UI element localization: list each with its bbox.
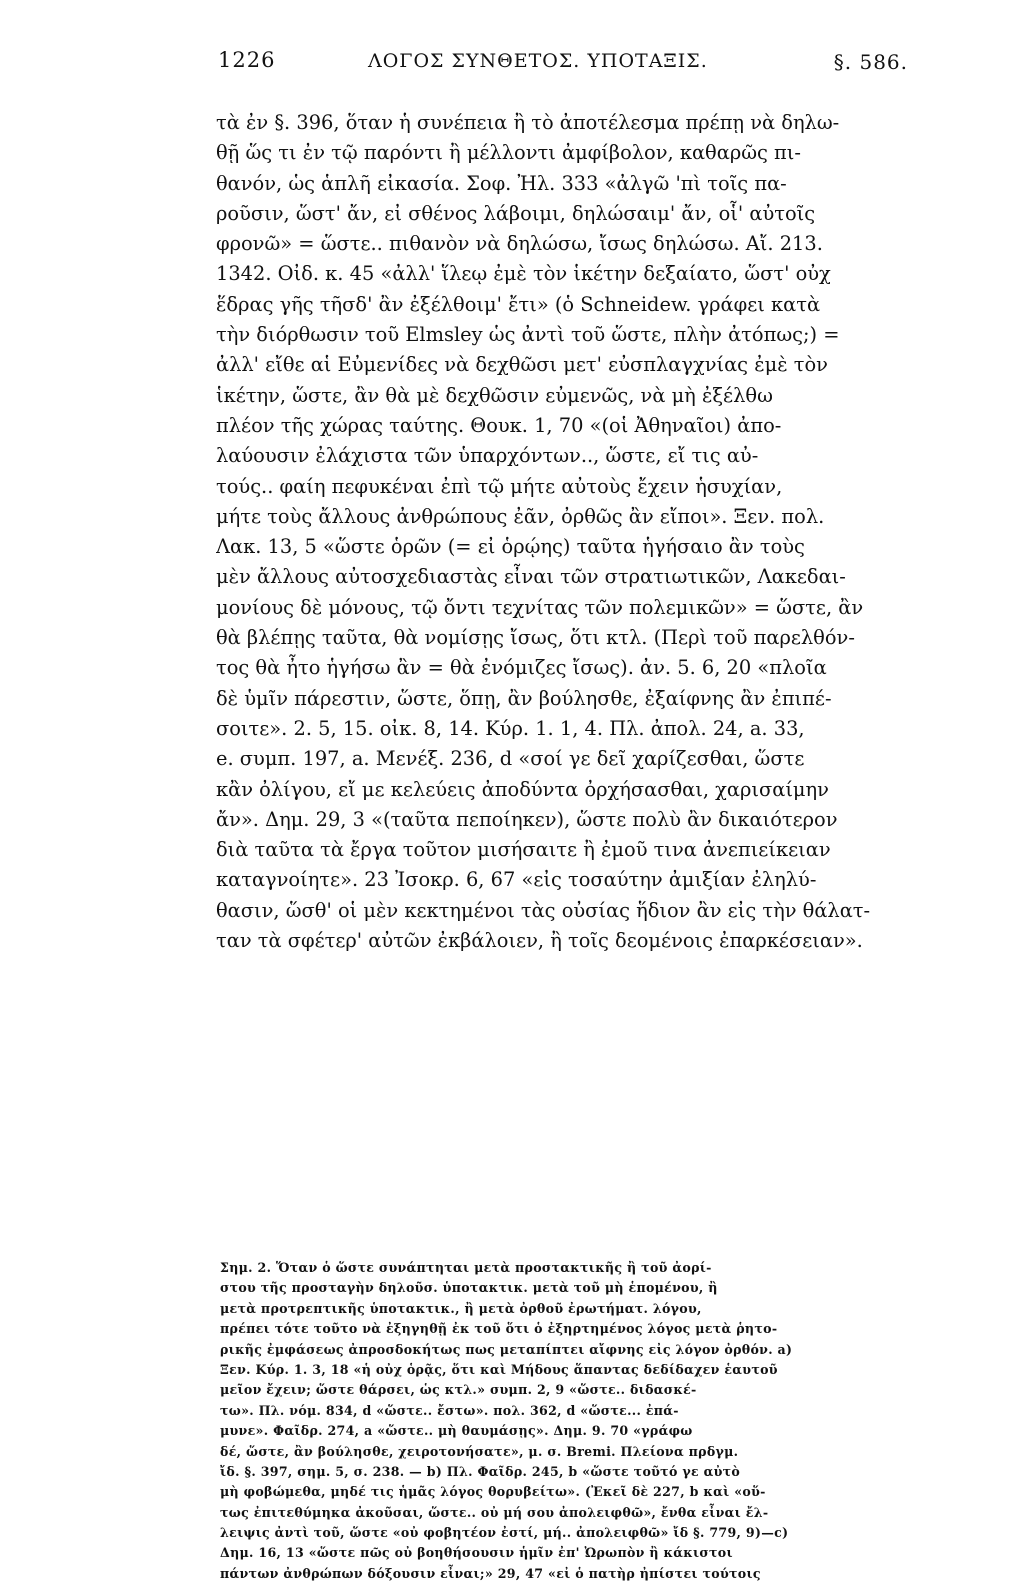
text-line: μονίους δὲ μόνους, τῷ ὄντι τεχνίτας τῶν πολεμικῶν» = ὥστε, ἂν bbox=[216, 595, 864, 619]
note-line: ρικῆς ἐμφάσεως ἀπροσδοκήτως πως μεταπίπτει αἴφνης εἰς λόγον ὀρθόν. a) bbox=[220, 1341, 793, 1357]
text-line: τὰ ἐν §. 396, ὅταν ἡ συνέπεια ἢ τὸ ἀποτέλεσμα πρέπῃ νὰ δηλω- bbox=[216, 111, 840, 134]
text-line: καταγνοίητε». 23 Ἰσοκρ. 6, 67 «εἰς τοσαύτην ἀμιξίαν ἐληλύ- bbox=[216, 868, 817, 892]
text-line: θῇ ὥς τι ἐν τῷ παρόντι ἢ μέλλοντι ἀμφίβολον, καθαρῶς πι- bbox=[216, 141, 801, 165]
section-number: §. 586. bbox=[833, 50, 908, 74]
note-line: μυνε». Φαῖδρ. 274, a «ὥστε.. μὴ θαυμάσῃς». Δημ. 9. 70 «γράφω bbox=[220, 1423, 693, 1439]
text-line: 1342. Οἰδ. κ. 45 «ἀλλ' ἵλεῳ ἐμὲ τὸν ἱκέτην δεξαίατο, ὥστ' οὐχ bbox=[216, 262, 831, 286]
note-line: τως ἐπιτεθύμηκα ἀκοῦσαι, ὥστε.. οὐ μή σου ἀπολειφθῶ», ἔνθα εἶναι ἔλ- bbox=[220, 1504, 769, 1520]
text-line: e. συμπ. 197, a. Μενέξ. 236, d «σοί γε δεῖ χαρίζεσθαι, ὥστε bbox=[216, 747, 805, 771]
note-line: δέ, ὥστε, ἂν βούλησθε, χειροτονήσατε», μ. σ. Bremi. Πλείονα πρδγμ. bbox=[220, 1443, 739, 1459]
text-line: φρονῶ» = ὥστε.. πιθανὸν νὰ δηλώσω, ἴσως δηλώσω. Αἴ. 213. bbox=[216, 232, 823, 256]
text-line: μὲν ἄλλους αὐτοσχεδιαστὰς εἶναι τῶν στρατιωτικῶν, Λακεδαι- bbox=[216, 565, 846, 589]
main-text-block bbox=[216, 108, 922, 956]
text-line: ταν τὰ σφέτερ' αὐτῶν ἐκβάλοιεν, ἢ τοῖς δεομένοις ἐπαρκέσειαν». bbox=[216, 929, 863, 953]
note-line: τω». Πλ. νόμ. 834, d «ὥστε.. ἔστω». πολ. 362, d «ὥστε... ἐπά- bbox=[220, 1402, 679, 1418]
text-line: θανόν, ὡς ἁπλῆ εἰκασία. Σοφ. Ἠλ. 333 «ἀλγῶ 'πὶ τοῖς πα- bbox=[216, 171, 787, 195]
note-line: μεῖον ἔχειν; ὥστε θάρσει, ὡς κτλ.» συμπ. 2, 9 «ὥστε.. διδασκέ- bbox=[220, 1382, 697, 1398]
note-line: στου τῆς προσταγὴν δηλοῦσ. ὑποτακτικ. μετὰ τοῦ μὴ ἑπομένου, ἢ bbox=[220, 1280, 718, 1296]
text-line: τούς.. φαίη πεφυκέναι ἐπὶ τῷ μήτε αὐτοὺς ἔχειν ἡσυχίαν, bbox=[216, 474, 783, 498]
note-line: Σημ. 2. Ὅταν ὁ ὥστε συνάπτηται μετὰ προστακτικῆς ἢ τοῦ ἀορί- bbox=[220, 1260, 712, 1275]
note-line: πάντων ἀνθρώπων δόξουσιν εἶναι;» 29, 47 «εἰ ὁ πατὴρ ἠπίστει τούτοις bbox=[220, 1565, 761, 1581]
text-line: τὴν διόρθωσιν τοῦ Elmsley ὡς ἀντὶ τοῦ ὥστε, πλὴν ἀτόπως;) = bbox=[216, 323, 840, 347]
page-header bbox=[218, 48, 908, 88]
note-line: Ξεν. Κύρ. 1. 3, 18 «ἡ οὐχ ὁρᾷς, ὅτι καὶ Μήδους ἅπαντας δεδίδαχεν ἑαυτοῦ bbox=[220, 1361, 778, 1377]
text-line: σοιτε». 2. 5, 15. οἰκ. 8, 14. Κύρ. 1. 1, 4. Πλ. ἀπολ. 24, a. 33, bbox=[216, 716, 805, 740]
text-line: ἕδρας γῆς τῆσδ' ἂν ἐξέλθοιμ' ἔτι» (ὁ Schneidew. γράφει κατὰ bbox=[216, 292, 821, 316]
text-line: ἀλλ' εἴθε αἱ Εὐμενίδες νὰ δεχθῶσι μετ' εὐσπλαγχνίας ἐμὲ τὸν bbox=[216, 353, 828, 377]
text-line: πλέον τῆς χώρας ταύτης. Θουκ. 1, 70 «(οἱ Ἀθηναῖοι) ἀπο- bbox=[216, 413, 782, 437]
note-line: μετὰ προτρεπτικῆς ὑποτακτικ., ἢ μετὰ ὀρθοῦ ἐρωτήματ. λόγου, bbox=[220, 1300, 702, 1316]
text-line: διὰ ταῦτα τὰ ἔργα τοῦτον μισήσαιτε ἢ ἐμοῦ τινα ἀνεπιείκειαν bbox=[216, 838, 831, 862]
text-line: ροῦσιν, ὥστ' ἄν, εἰ σθένος λάβοιμι, δηλώσαιμ' ἄν, οἷ' αὐτοῖς bbox=[216, 201, 816, 225]
note-line: λειψις ἀντὶ τοῦ, ὥστε «οὐ φοβητέον ἐστί, μή.. ἀπολειφθῶ» ἴδ §. 779, 9)—c) bbox=[220, 1525, 789, 1541]
text-line: τος θὰ ἦτο ἡγήσω ἂν = θὰ ἐνόμιζες ἴσως). ἀν. 5. 6, 20 «πλοῖα bbox=[216, 656, 827, 680]
text-line: δὲ ὑμῖν πάρεστιν, ὥστε, ὅπῃ, ἂν βούλησθε, ἐξαίφνης ἂν ἐπιπέ- bbox=[216, 686, 832, 710]
note-line: Δημ. 16, 13 «ὥστε πῶς οὐ βοηθήσουσιν ἡμῖν ἐπ' Ὠρωπὸν ἢ κάκιστοι bbox=[220, 1545, 733, 1561]
running-title: ΛΟΓΟΣ ΣΥΝΘΕΤΟΣ. ΥΠΟΤΑΞΙΣ. bbox=[368, 50, 708, 72]
text-line: θὰ βλέπῃς ταῦτα, θὰ νομίσῃς ἴσως, ὅτι κτλ. (Περὶ τοῦ παρελθόν- bbox=[216, 626, 855, 650]
note-line: πρέπει τότε τοῦτο νὰ ἐξηγηθῇ ἐκ τοῦ ὅτι ὁ ἐξηρτημένος λόγος μετὰ ῥητο- bbox=[220, 1321, 778, 1337]
page-number: 1226 bbox=[218, 48, 276, 72]
text-line: λαύουσιν ἐλάχιστα τῶν ὑπαρχόντων.., ὥστε, εἴ τις αὐ- bbox=[216, 444, 759, 468]
note-line: μὴ φοβώμεθα, μηδέ τις ἡμᾶς λόγος θορυβείτω». (Ἐκεῖ δὲ 227, b καὶ «οὕ- bbox=[220, 1484, 766, 1500]
text-line: ἱκέτην, ὥστε, ἂν θὰ μὲ δεχθῶσιν εὐμενῶς, νὰ μὴ ἐξέλθω bbox=[216, 383, 773, 407]
text-line: κἂν ὀλίγου, εἴ με κελεύεις ἀποδύντα ὀρχήσασθαι, χαρισαίμην bbox=[216, 777, 829, 801]
text-line: ἄν». Δημ. 29, 3 «(ταῦτα πεποίηκεν), ὥστε πολὺ ἂν δικαιότερον bbox=[216, 807, 838, 831]
text-line: Λακ. 13, 5 «ὥστε ὁρῶν (= εἰ ὁρῴης) ταῦτα ἡγήσαιο ἂν τοὺς bbox=[216, 535, 805, 559]
text-line: μήτε τοὺς ἄλλους ἀνθρώπους ἐᾶν, ὀρθῶς ἂν εἴποι». Ξεν. πολ. bbox=[216, 504, 825, 528]
footnote-block bbox=[220, 1258, 920, 1584]
note-line: ἴδ. §. 397, σημ. 5, σ. 238. — b) Πλ. Φαῖδρ. 245, b «ὥστε τοῦτό γε αὐτὸ bbox=[220, 1463, 741, 1479]
text-line: θασιν, ὥσθ' οἱ μὲν κεκτημένοι τὰς οὐσίας ἥδιον ἂν εἰς τὴν θάλατ- bbox=[216, 898, 871, 922]
